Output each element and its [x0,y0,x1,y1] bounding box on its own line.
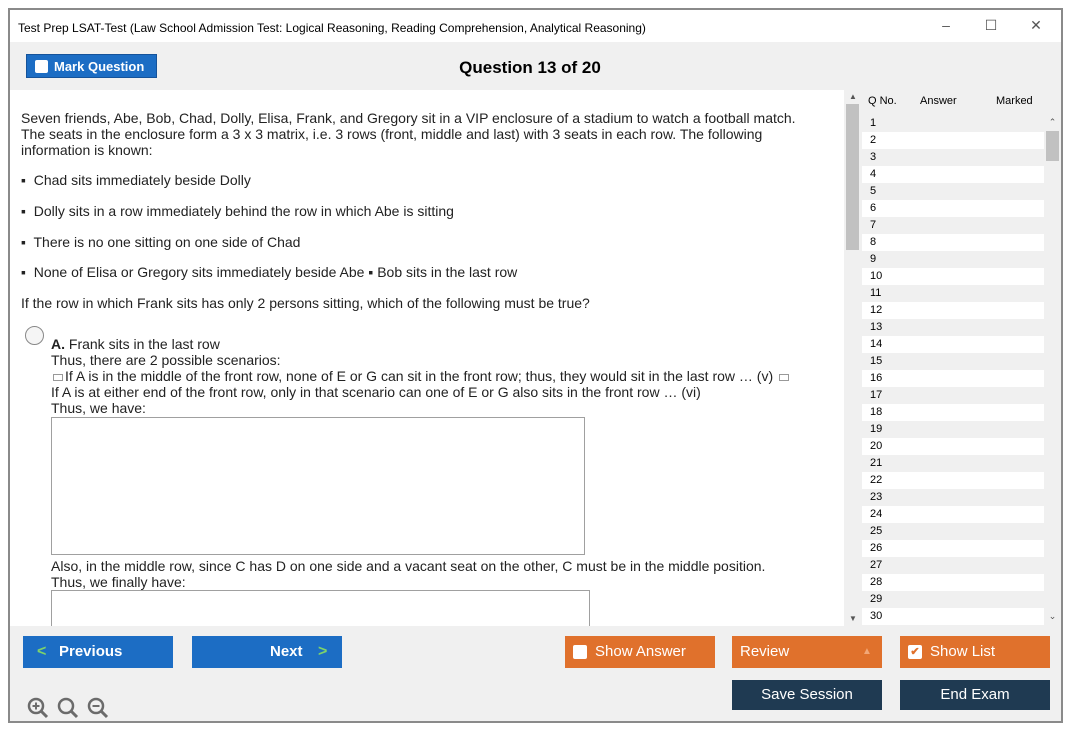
question-list-row[interactable]: 6 [862,200,1044,217]
question-list-row[interactable]: 28 [862,574,1044,591]
mark-checkbox-icon [35,60,48,73]
question-list-row[interactable]: 13 [862,319,1044,336]
checkbox-glyph-icon [779,374,789,381]
scroll-down-arrow-icon[interactable]: ▼ [849,614,857,623]
minimize-button[interactable]: – [942,17,950,33]
end-exam-button[interactable]: End Exam [900,680,1050,710]
footer-toolbar [10,626,1061,721]
column-answer: Answer [920,95,957,107]
explanation-line: Thus, there are 2 possible scenarios: [51,352,281,368]
question-content [10,90,844,626]
question-header [10,42,1061,90]
question-list-row[interactable]: 30 [862,608,1044,625]
checkbox-glyph-icon [53,374,63,381]
window-title: Test Prep LSAT-Test (Law School Admission Test: Logical Reasoning, Reading Comprehension, Analytical Reasoning) [18,21,646,35]
question-list-row[interactable]: 5 [862,183,1044,200]
question-list-row[interactable]: 9 [862,251,1044,268]
question-list-row[interactable]: 17 [862,387,1044,404]
question-list-row[interactable]: 27 [862,557,1044,574]
question-list-row[interactable]: 12 [862,302,1044,319]
question-list-row[interactable]: 22 [862,472,1044,489]
question-list-row[interactable]: 23 [862,489,1044,506]
option-a-label[interactable]: A. Frank sits in the last row [51,336,220,352]
question-list-panel [862,90,1061,626]
app-window [8,8,1063,723]
list-scroll-up-icon[interactable]: ⌃ [1048,117,1057,127]
zoom-out-icon[interactable] [86,696,110,720]
maximize-button[interactable]: ☐ [984,17,998,33]
fact-bullet: ▪ There is no one sitting on one side of Chad [21,234,301,250]
fact-bullet: ▪ None of Elisa or Gregory sits immediately beside Abe ▪ Bob sits in the last row [21,264,518,280]
close-button[interactable]: ✕ [1030,17,1042,33]
question-list-row[interactable]: 26 [862,540,1044,557]
question-list-row[interactable]: 19 [862,421,1044,438]
explanation-line: Also, in the middle row, since C has D on one side and a vacant seat on the other, C must be in the middle position. [51,558,766,574]
question-prompt: If the row in which Frank sits has only 2 persons sitting, which of the following must be true? [21,295,590,311]
question-intro-line-3: information is known: [21,142,153,158]
save-session-button[interactable]: Save Session [732,680,882,710]
question-list-row[interactable]: 25 [862,523,1044,540]
review-button[interactable]: Review ▲ [732,636,882,668]
previous-button[interactable]: < Previous [23,636,173,668]
list-scroll-thumb[interactable] [1046,131,1059,161]
question-list-header [862,90,1061,115]
zoom-in-icon[interactable] [26,696,50,720]
next-button[interactable]: Next > [192,636,342,668]
question-list-scrollbar[interactable] [1044,115,1061,626]
question-intro-line-1: Seven friends, Abe, Bob, Chad, Dolly, Elisa, Frank, and Gregory sit in a VIP enclosure of a stadium to watch a football match. [21,110,796,126]
question-list-row[interactable]: 4 [862,166,1044,183]
question-intro-line-2: The seats in the enclosure form a 3 x 3 matrix, i.e. 3 rows (front, middle and last) with 3 seats in each row. The following [21,126,763,142]
question-list-row[interactable]: 18 [862,404,1044,421]
scroll-up-arrow-icon[interactable]: ▲ [849,92,857,101]
explanation-line: Thus, we finally have: [51,574,186,590]
content-scrollbar[interactable] [844,90,862,626]
question-list-row[interactable]: 10 [862,268,1044,285]
question-list-row[interactable]: 14 [862,336,1044,353]
question-list-row[interactable]: 3 [862,149,1044,166]
question-list-row[interactable]: 21 [862,455,1044,472]
question-list-row[interactable]: 20 [862,438,1044,455]
question-list-row[interactable]: 7 [862,217,1044,234]
mark-question-label: Mark Question [54,59,145,74]
chevron-right-icon: > [318,643,328,660]
checkbox-unchecked-icon [573,645,587,659]
question-title: Question 13 of 20 [459,58,601,77]
fact-bullet: ▪ Chad sits immediately beside Dolly [21,172,251,188]
explanation-line: If A is in the middle of the front row, none of E or G can sit in the front row; thus, they would sit in the last row … (v) [51,368,791,384]
mark-question-button[interactable] [26,54,157,78]
zoom-reset-icon[interactable] [56,696,80,720]
scroll-thumb[interactable] [846,104,859,250]
list-scroll-down-icon[interactable]: ⌄ [1048,611,1057,621]
question-list-row[interactable]: 11 [862,285,1044,302]
question-list [862,115,1044,626]
column-marked: Marked [996,95,1033,107]
explanation-line: If A is at either end of the front row, only in that scenario can one of E or G also sits in the front row … (vi) [51,384,701,400]
question-list-row[interactable]: 2 [862,132,1044,149]
title-bar [10,10,1061,42]
question-list-row[interactable]: 15 [862,353,1044,370]
question-list-row[interactable]: 1 [862,115,1044,132]
explanation-line: Thus, we have: [51,400,146,416]
show-answer-button[interactable]: Show Answer [565,636,715,668]
dropdown-arrow-icon: ▲ [862,646,872,657]
diagram-image-2 [51,590,590,626]
chevron-left-icon: < [37,643,47,660]
fact-bullet: ▪ Dolly sits in a row immediately behind the row in which Abe is sitting [21,203,454,219]
checkbox-checked-icon: ✔ [908,645,922,659]
question-list-row[interactable]: 29 [862,591,1044,608]
column-qno: Q No. [868,95,897,107]
question-list-row[interactable]: 8 [862,234,1044,251]
show-list-button[interactable]: ✔ Show List [900,636,1050,668]
question-list-row[interactable]: 16 [862,370,1044,387]
diagram-image-1 [51,417,585,555]
question-list-row[interactable]: 24 [862,506,1044,523]
option-a-radio[interactable] [25,326,44,345]
